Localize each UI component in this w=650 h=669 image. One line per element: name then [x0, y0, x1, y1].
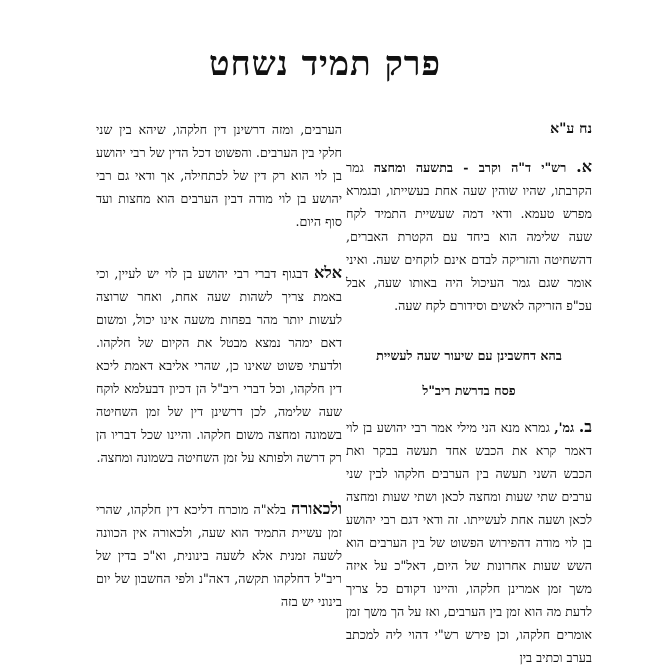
dibbur-hamatchil: רש"י ד"ה וקרב - בתשעה ומחצה: [373, 160, 567, 175]
paragraph-continuation: הערבים, ומזה דרשינן דין חלקהו, שיהא בין שני חלקי בין הערבים. והפשוט דכל הדין של רבי יהושע בן לוי הוא רק דין של לכתחילה, אך ודאי גם רבי יהושע בן לוי מודה דבין הערבים הוא מחצות ועד סוף היום.: [96, 122, 342, 229]
paragraph-text: גמר הקרבתו, שהיו שוהין שעה אחת בעשייתו, ובגמרא מפרש טעמא. ודאי דמה שעשיית התמיד לקח שעה שלימה הוא ביחד עם הקטרת האברים, דהשחיטה והזריקה לבדם אינם לוקחים שעה. ואיני אומר שגם גמר העיכול היה באותו שעה, אבל עכ"פ הזריקה לאשים וסידורם לקח שעה.: [346, 160, 592, 313]
paragraph-text: גמרא מנא הני מילי אמר רבי יהושע בן לוי דאמר קרא את הכבש אחד תעשה בבקר ואת הכבש השני תעשה בין הערבים חלקהו לבין שני ערבים שתי שעות ומחצה לכאן ושתי שעות ומחצה לכאן ושעה אחת לעשייתו. זה ודאי דגם רבי יהושע בן לוי מודה דהפירוש הפשוט של בין הערבים הוא השש שעות אחרונות של היום, דאל"כ על איזה משך זמן אמרינן חלקהו, והיינו דקודם כל צריך לדעת מה הוא זמן בין הערבים, ואז על הך משך זמן אומרים חלקהו, וכן פירש רש"י דהוי ליה למכתב בערב וכתיב בין: [346, 420, 592, 665]
right-column: [346, 118, 592, 665]
section-heading-line-2: פסח בדרשת ריב"ל: [422, 383, 516, 398]
paragraph-lechora: [96, 497, 342, 613]
paragraph-1: [346, 155, 592, 317]
dibbur-hamatchil: גמ',: [554, 420, 575, 435]
chapter-title: פרק תמיד נשחט: [208, 44, 441, 84]
daf-header: נח ע"א: [550, 121, 592, 137]
paragraph-number: ב.: [578, 417, 592, 436]
paragraph-number: א.: [576, 157, 592, 176]
paragraph-2: [346, 415, 592, 669]
opening-word: ולכאורה: [291, 499, 342, 518]
paragraph-text: בלא"ה מוכרח דליכא דין חלקהו, שהרי זמן עשיית התמיד הוא שעה, ולכאורה אין הכוונה לשעה זמנית אלא לשעה בינונית, וא"כ בדין של ריב"ל דחלקהו תקשה, דאה"נ ולפי החשבון של יום בינוני יש בזה: [96, 502, 342, 609]
section-heading-line-1: בהא דחשבינן עם שיעור שעה לעשיית: [376, 348, 562, 363]
left-column: [96, 118, 342, 650]
paragraph-ela: [96, 261, 342, 469]
paragraph-text: דבגוף דברי רבי יהושע בן לוי יש לעיין, וכי באמת צריך לשהות שעה אחת, ואחר שרוצה לעשות יותר מהר בפחות משעה אינו יכול, ומשום דאם ימהר נמצא מבטל את הקיום של חלקהו. ולדעתי פשוט שאינו כן, שהרי אליבא דאמת ליכא דין חלקהו, וכל דברי ריב"ל הן דכיון דבעלמא לוקח שעה שלימה, לכן דרשינן דין של זמן השחיטה בשמונה ומחצה משום חלקהו. והיינו שכל דבריו הן רק דרשה ולפותא על זמן השחיטה בשמונה ומחצה.: [96, 266, 342, 465]
opening-word: אלא: [313, 263, 342, 282]
